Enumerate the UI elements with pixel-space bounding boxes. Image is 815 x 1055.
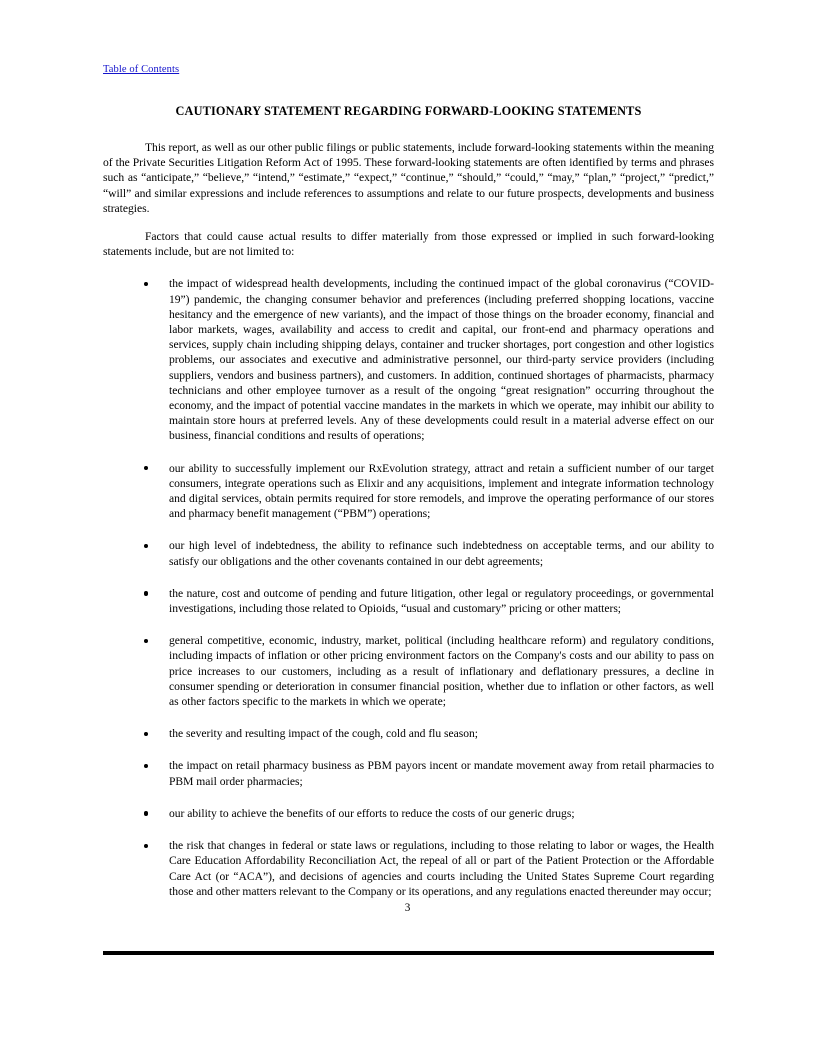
list-item-text: the nature, cost and outcome of pending and future litigation, other legal or regulatory proceedings, or governmental investigations, including those related to Opioids, “usual and customary” pricing or other matters;: [169, 586, 714, 616]
list-item: [103, 838, 714, 899]
bullet-icon: [144, 544, 148, 548]
bullet-icon: [144, 764, 148, 768]
list-item-text: the impact on retail pharmacy business as PBM payors incent or mandate movement away from retail pharmacies to PBM mail order pharmacies;: [169, 759, 714, 788]
intro-paragraph-2: Factors that could cause actual results to differ materially from those expressed or implied in such forward-looking statements include, but are not limited to:: [103, 230, 714, 259]
bullet-icon: [144, 844, 148, 848]
bullet-icon: [144, 811, 148, 815]
page-number: 3: [404, 902, 411, 914]
document-content: [103, 104, 714, 899]
list-item: [103, 538, 714, 568]
bullet-icon: [144, 591, 148, 595]
list-item: [103, 586, 714, 616]
table-of-contents-link-container: [103, 59, 179, 77]
risk-factors-list: [103, 276, 714, 899]
list-item-text: the severity and resulting impact of the cough, cold and flu season;: [169, 727, 479, 741]
list-item: [103, 461, 714, 522]
intro-paragraph-1: This report, as well as our other public filings or public statements, include forward-looking statements within the meaning of the Private Securities Litigation Reform Act of 1995. These forward-looking statements are often identified by terms and phrases such as “anticipate,” “believe,” “intend,” “estimate,” “expect,” “continue,” “should,” “could,” “may,” “plan,” “project,” “predict,” “will” and similar expressions and include references to assumptions and relate to our future prospects, developments and business strategies.: [103, 140, 714, 215]
bullet-icon: [144, 282, 148, 286]
table-of-contents-link[interactable]: Table of Contents: [103, 64, 180, 75]
footer-divider: [103, 951, 714, 955]
bullet-icon: [144, 639, 148, 643]
bullet-icon: [144, 466, 148, 470]
list-item: [103, 806, 714, 821]
list-item: [103, 633, 714, 709]
list-item-text: the impact of widespread health developments, including the continued impact of the global coronavirus (“COVID-19”) pandemic, the changing consumer behavior and preferences (including preferred shopping locations, vaccine hesitancy and the emergence of new variants), and the impact of those things on the broader economy, financial and labor markets, wages, availability and access to credit and capital, our front-end and pharmacy operations and services, supply chain including shipping delays, container and trucker shortages, port congestion and other logistics problems, our associates and executive and administrative personnel, our third-party service providers (including suppliers, vendors and business partners), and customers. In addition, continued shortages of pharmacists, pharmacy technicians and other employee turnover as a result of the ongoing “great resignation” occurring throughout the economy, and the impact of potential vaccine mandates in the markets in which we operate, may inhibit our ability to maintain store hours at preferred levels. Any of these developments could result in a material adverse effect on our business, financial conditions and results of operations;: [169, 277, 714, 443]
bullet-icon: [144, 732, 148, 736]
list-item: [103, 276, 714, 443]
list-item-text: general competitive, economic, industry, market, political (including healthcare reform) and regulatory conditions, including impacts of inflation or other pricing environment factors on the Company's costs and our ability to pass on price increases to our customers, including as a result of inflationary and deflationary pressures, a decline in consumer spending or deterioration in consumer financial position, whether due to inflation or other factors, as well as other factors specific to the markets in which we operate;: [169, 634, 714, 709]
list-item: [103, 726, 714, 741]
list-item-text: our high level of indebtedness, the ability to refinance such indebtedness on acceptable terms, and our ability to satisfy our obligations and the other covenants contained in our debt agreements;: [169, 539, 714, 568]
list-item-text: the risk that changes in federal or state laws or regulations, including to those relating to labor or wages, the Health Care Education Affordability Reconciliation Act, the repeal of all or part of the Patient Protection or the Affordable Care Act (or “ACA”), and decisions of agencies and courts including the United States Supreme Court regarding those and other matters relevant to the Company or its operations, and any regulations enacted thereunder may occur;: [169, 839, 714, 898]
list-item-text: our ability to achieve the benefits of our efforts to reduce the costs of our generic drugs;: [169, 806, 575, 820]
list-item-text: our ability to successfully implement our RxEvolution strategy, attract and retain a sufficient number of our target consumers, integrate operations such as Elixir and any acquisitions, implement and integrate information technology and digital services, obtain permits required for store remodels, and improve the operating performance of our stores and pharmacy benefit management (“PBM”) operations;: [169, 461, 714, 521]
list-item: [103, 758, 714, 788]
page-title: CAUTIONARY STATEMENT REGARDING FORWARD-LOOKING STATEMENTS: [175, 104, 642, 118]
